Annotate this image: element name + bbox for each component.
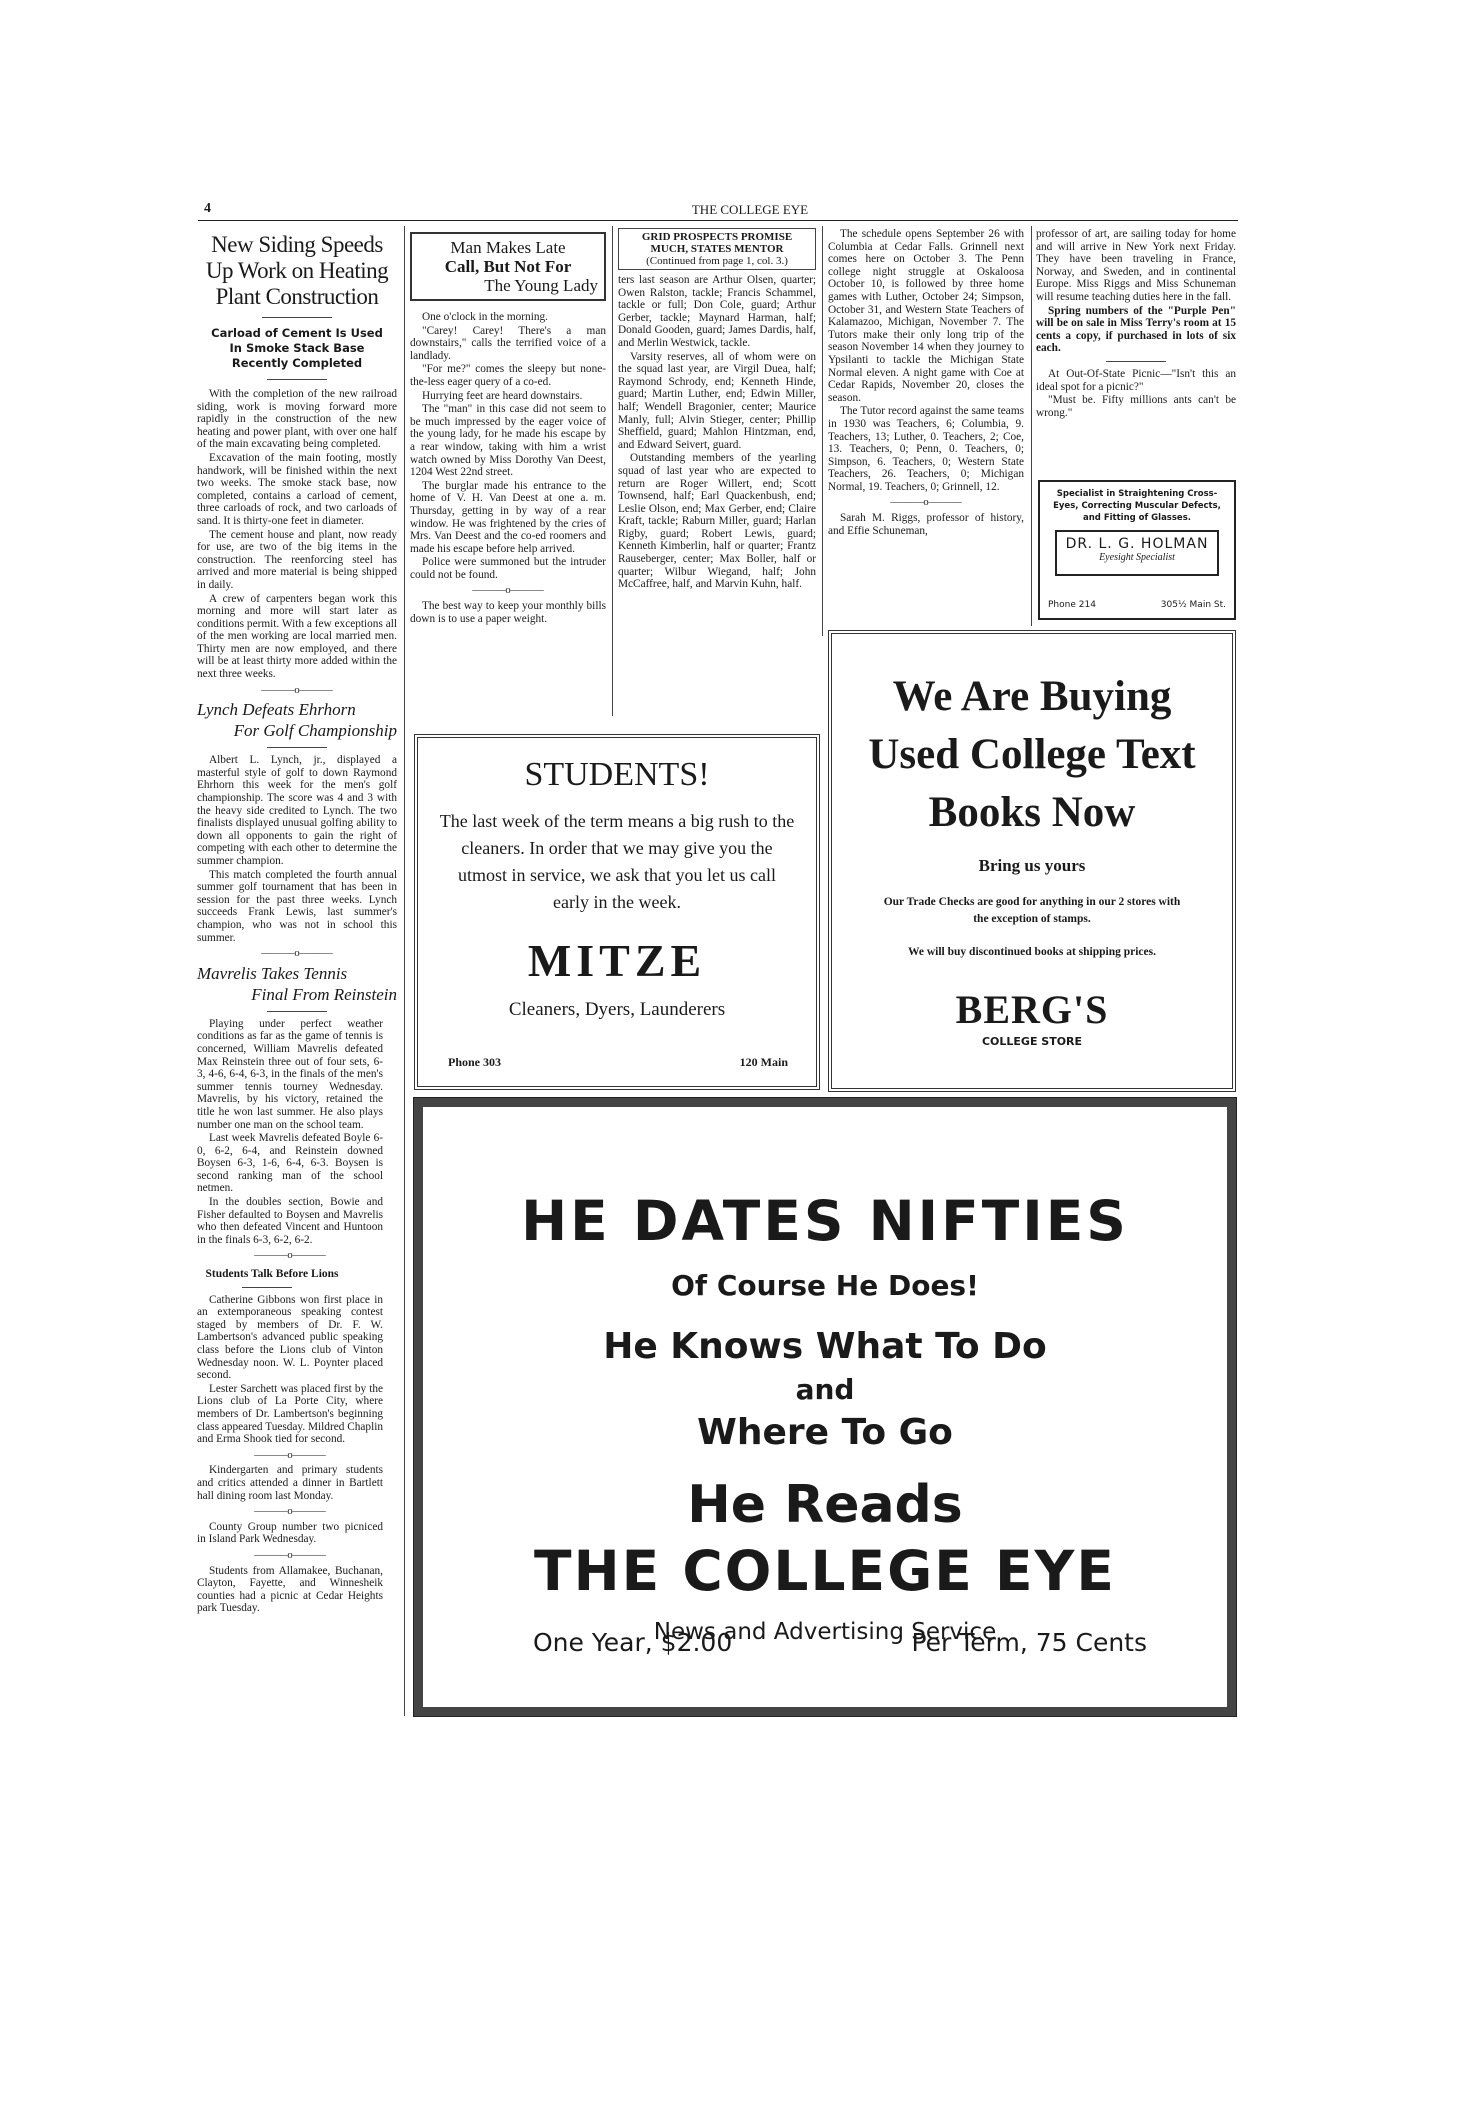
headline-line: Up Work on Heating: [205, 258, 389, 283]
separator-mark: o: [287, 1505, 293, 1518]
column-4: [828, 228, 1024, 538]
headline-line: Mavrelis Takes Tennis: [197, 963, 348, 983]
article-paragraph: With the completion of the new railroad siding, work is moving forward more rapidly in the construction of the new heating and power plant, with over one half of the main excavating being completed.: [197, 388, 397, 451]
headline-line: For Golf Championship: [233, 721, 397, 741]
mitze-title: STUDENTS!: [524, 756, 710, 793]
column-rule: [1031, 226, 1032, 626]
separator: ———o———: [254, 1448, 326, 1461]
separator-mark: o: [923, 496, 929, 509]
page-number: 4: [204, 201, 211, 216]
subhead-siding: [197, 326, 397, 371]
separator: ———o———: [254, 1505, 326, 1518]
article-paragraph: Spring numbers of the "Purple Pen" will be on sale in Miss Terry's room at 15 cents a copy, if purchased in lots of six each.: [1036, 304, 1236, 355]
mitze-name: MITZE: [527, 935, 707, 986]
eye-line1: HE DATES NIFTIES: [521, 1189, 1129, 1253]
article-paragraph: The Tutor record against the same teams in 1930 was Teachers, 6; Columbia, 9. Teachers, 13; Luther, 0. Teachers, 2; Coe, 13. Teachers, 0; Penn, 0. Teachers, 0; Simpson, 6. Teachers, 0; Western State Teachers, 26. Teachers, 0; Michigan Normal, 19. Teachers, 0; Grinnell, 12.: [828, 405, 1024, 493]
eye-price-year: One Year, $2.00: [533, 1628, 733, 1657]
bergs-line: We Are Buying: [892, 673, 1172, 720]
headline-line: Lynch Defeats Ehrhorn: [197, 700, 356, 720]
headline-line: Man Makes Late: [450, 238, 566, 257]
headline-line: Plant Construction: [215, 284, 379, 309]
column-rule: [822, 226, 823, 636]
continued-note: (Continued from page 1, col. 3.): [646, 255, 788, 267]
article-paragraph: Catherine Gibbons won first place in an extemporaneous speaking contest staged by members of Dr. F. W. Lambertson's advanced public speaking class before the Lions club of Vinton Wednesday noon. W. L. Poynter placed second.: [197, 1293, 383, 1382]
bergs-buy: We will buy discontinued books at shipping prices.: [908, 946, 1156, 958]
eye-line8: News and Advertising Service: [653, 1619, 997, 1645]
article-paragraph: "For me?" comes the sleepy but none-the-less eager query of a co-ed.: [410, 363, 606, 388]
eye-price-term: Per Term, 75 Cents: [911, 1628, 1147, 1657]
separator-mark: o: [287, 1249, 293, 1262]
headline-lions: Students Talk Before Lions: [205, 1268, 339, 1281]
masthead-rule: [198, 220, 1238, 221]
holman-tagline: Specialist in Straightening Cross-Eyes, Correcting Muscular Defects, and Fitting of Glasses.: [1053, 489, 1221, 523]
separator-mark: o: [294, 947, 300, 960]
mitze-body: The last week of the term means a big rush to the cleaners. In order that we may give you the utmost in service, we ask that you let us call early in the week.: [439, 811, 795, 912]
holman-phone: Phone 214: [1048, 600, 1096, 610]
masthead-title: THE COLLEGE EYE: [691, 202, 809, 217]
separator-mark: o: [294, 683, 300, 696]
headline-golf: [197, 699, 397, 741]
article-paragraph: Playing under perfect weather conditions as far as the game of tennis is concerned, William Mavrelis defeated Max Reinstein three out of four sets, 6-3, 4-6, 6-4, 6-3, in the finals of the men's summer tennis tourney Wednesday. Mavrelis, by his victory, retained the title he won last summer. He also plays number one man on the school team.: [197, 1017, 383, 1131]
bergs-store: COLLEGE STORE: [981, 1035, 1083, 1048]
article-paragraph: One o'clock in the morning.: [422, 311, 548, 323]
article-paragraph: professor of art, are sailing today for home and will arrive in New York next Friday. They have been traveling in France, Norway, and Sweden, and in continental Europe. Miss Riggs and Miss Schuneman will resume teaching duties here in the fall.: [1036, 228, 1236, 303]
article-paragraph: "Carey! Carey! There's a man downstairs," calls the terrified voice of a landlady.: [410, 324, 606, 362]
column-rule: [612, 226, 613, 716]
column-2: [410, 232, 606, 626]
subhead-line: Carload of Cement Is Used: [211, 326, 383, 340]
column-3: [618, 228, 816, 592]
holman-address: 305½ Main St.: [1160, 600, 1226, 610]
article-paragraph: ters last season are Arthur Olsen, quarter; Owen Ralston, tackle; Francis Schammel, tackle or full; Don Cole, guard; Arthur Gerber, tackle; Maynard Harman, half; Donald Gooden, guard; James Dardis, half, and Merlin Westwick, tackle.: [618, 274, 816, 349]
separator: ———o———: [261, 947, 333, 960]
eye-line7: THE COLLEGE EYE: [534, 1539, 1116, 1603]
mitze-address: 120 Main: [739, 1055, 788, 1069]
separator: ———o———: [890, 496, 962, 509]
article-paragraph: In the doubles section, Bowie and Fisher defaulted to Boysen and Mavrelis who then defeated Vincent and Huntoon in the finals 6-3, 6-2, 6-2.: [197, 1196, 383, 1246]
article-paragraph: Excavation of the main footing, mostly handwork, will be finished within the next two weeks. The smoke stack base, now completed, contains a carload of cement, three carloads of rock, and two carloads of sand. It is thirty-one feet in diameter.: [197, 451, 397, 527]
article-paragraph: The burglar made his entrance to the home of V. H. Van Deest at one a. m. Thursday, getting in by way of a rear window. He was frightened by the cries of Mrs. Van Deest and the co-ed roomers and made his escape before help arrived.: [410, 479, 606, 555]
ad-college-eye: [414, 1098, 1236, 1716]
column-5: [1036, 228, 1236, 420]
mitze-services: Cleaners, Dyers, Launderers: [508, 999, 726, 1020]
article-paragraph: The "man" in this case did not seem to be much impressed by the eager voice of the young lady, for he made his escape by a rear window, taking with him a wrist watch owned by Miss Dorothy Van Deest, 1204 West 22nd street.: [410, 403, 606, 479]
bergs-trade: Our Trade Checks are good for anything in our 2 stores with the exception of stamps.: [883, 896, 1181, 925]
separator: ———o———: [261, 683, 333, 696]
article-paragraph: Varsity reserves, all of whom were on the squad last year, are Virgil Duea, half; Raymond Schrody, end; Kenneth Hinde, guard; Martin Luther, end; Edwin Miller, half; Wendell Bragonier, center; Maurice Manly, full; Alvin Stieger, center; Phillip Sheffield, guard; Mahlon Hintzman, end, and Edward Seivert, guard.: [618, 350, 816, 451]
article-paragraph: Police were summoned but the intruder could not be found.: [410, 556, 606, 581]
eye-line3: He Knows What To Do: [603, 1326, 1047, 1367]
holman-logo-sub: Eyesight Specialist: [1099, 552, 1175, 563]
separator: ———o———: [254, 1249, 326, 1262]
bergs-line: Books Now: [928, 789, 1136, 836]
article-paragraph: At Out-Of-State Picnic—"Isn't this an ideal spot for a picnic?": [1036, 367, 1236, 393]
article-paragraph: "Must be. Fifty millions ants can't be wrong.": [1036, 394, 1236, 419]
holman-logo-name: DR. L. G. HOLMAN: [1065, 536, 1209, 552]
subhead-line: Recently Completed: [231, 356, 363, 370]
ad-holman: [1038, 480, 1236, 620]
headline-tennis: [197, 963, 397, 1005]
ad-mitze: [414, 734, 820, 1090]
article-paragraph: Last week Mavrelis defeated Boyle 6-0, 6-2, 6-4, and Reinstein downed Boysen 6-3, 1-6, 6-4, 6-3. Boysen is second ranking man of the school netmen.: [197, 1132, 383, 1195]
eye-line5: Where To Go: [697, 1412, 953, 1453]
article-paragraph: This match completed the fourth annual summer golf tournament that has been in session for the past three weeks. Lynch succeeds Frank Lewis, last summer's champion, who was not in school this summer.: [197, 868, 397, 944]
article-paragraph: The schedule opens September 26 with Columbia at Cedar Falls. Grinnell next comes here on October 3. The Penn college night struggle at Oskaloosa October 10, is followed by three home games with Luther, October 24; Simpson, October 31, and Western State Teachers of Kalamazoo, Michigan, November 7. The Tutors make their only long trip of the season November 14 when they journey to Ypsilanti to tackle the Michigan State Normal eleven. A night game with Coe at Cedar Rapids, November 20, closes the season.: [828, 228, 1024, 404]
column-rule: [404, 226, 405, 1716]
headline-grid: [618, 228, 816, 270]
headline-line: The Young Lady: [484, 276, 598, 295]
article-paragraph: Hurrying feet are heard downstairs.: [422, 389, 583, 402]
headline-siding: [197, 232, 397, 310]
separator: ———o———: [254, 1548, 326, 1561]
article-paragraph: Albert L. Lynch, jr., displayed a masterful style of golf to down Raymond Ehrhorn this week for the men's golf championship. The score was 4 and 3 with the heavy side credited to Lynch. The two finalists displayed unusual golfing ability to down all opponents to gain the right of competing with each other to determine the summer champion.: [197, 754, 397, 867]
bergs-name: BERG'S: [955, 987, 1109, 1032]
article-paragraph: Sarah M. Riggs, professor of history, and Effie Schuneman,: [828, 512, 1024, 537]
article-paragraph: The cement house and plant, now ready for use, are two of the big items in the construction. The reenforcing steel has arrived and more material is being shipped in daily.: [197, 528, 397, 591]
column-1: [197, 232, 397, 1616]
eye-line4: and: [795, 1373, 855, 1406]
article-paragraph: The best way to keep your monthly bills down is to use a paper weight.: [410, 600, 606, 625]
article-paragraph: Lester Sarchett was placed first by the Lions club of La Porte City, where members of Dr. Lambertson's beginning class appeared Tuesday. Mildred Chaplin and Erma Shook tied for second.: [197, 1382, 383, 1446]
separator-mark: o: [505, 584, 511, 597]
bergs-bring: Bring us yours: [978, 856, 1086, 875]
subhead-line: In Smoke Stack Base: [229, 341, 365, 355]
separator: ———o———: [472, 584, 544, 597]
article-paragraph: Outstanding members of the yearling squad of last year who are expected to return are Roger Willert, end; Scott Townsend, half; Earl Quackenbush, end; Leslie Olson, end; Max Gerber, end; Claire Kraft, tackle; Raburn Miller, guard; Harlan Rigby, guard; Robert Lewis, guard; Kenneth Kimberlin, half or quarter; Frantz Rauseberger, center; Max Boller, half or quarter; Wilbur Wiegand, half; John McCaffree, half, and Marvin Kuhn, half.: [618, 452, 816, 591]
mitze-phone: Phone 303: [448, 1055, 502, 1069]
ad-bergs: [828, 630, 1236, 1092]
bergs-line: Used College Text: [868, 731, 1196, 778]
holman-logo: [1055, 530, 1219, 576]
separator-mark: o: [287, 1548, 293, 1561]
eye-line2: Of Course He Does!: [671, 1269, 979, 1302]
article-paragraph: Kindergarten and primary students and critics attended a dinner in Bartlett hall dining room last Monday.: [197, 1464, 383, 1502]
headline-line: Call, But Not For: [444, 257, 572, 276]
eye-line6: He Reads: [687, 1475, 963, 1535]
article-paragraph: A crew of carpenters began work this morning and more will start later as conditions permit. With a few exceptions all of the men working are local married men. Thirty men are now employed, and there will be at least thirty more added within the next three weeks.: [197, 592, 397, 681]
article-paragraph: County Group number two picniced in Island Park Wednesday.: [197, 1520, 383, 1546]
separator-mark: o: [287, 1448, 293, 1461]
headline-line: New Siding Speeds: [211, 232, 383, 257]
headline-line: GRID PROSPECTS PROMISE: [641, 231, 793, 243]
headline-box: [410, 232, 606, 301]
headline-line: Final From Reinstein: [251, 984, 397, 1004]
article-paragraph: Students from Allamakee, Buchanan, Clayton, Fayette, and Winnesheik counties had a picnic at Cedar Heights park Tuesday.: [197, 1564, 383, 1615]
headline-line: MUCH, STATES MENTOR: [650, 243, 784, 255]
